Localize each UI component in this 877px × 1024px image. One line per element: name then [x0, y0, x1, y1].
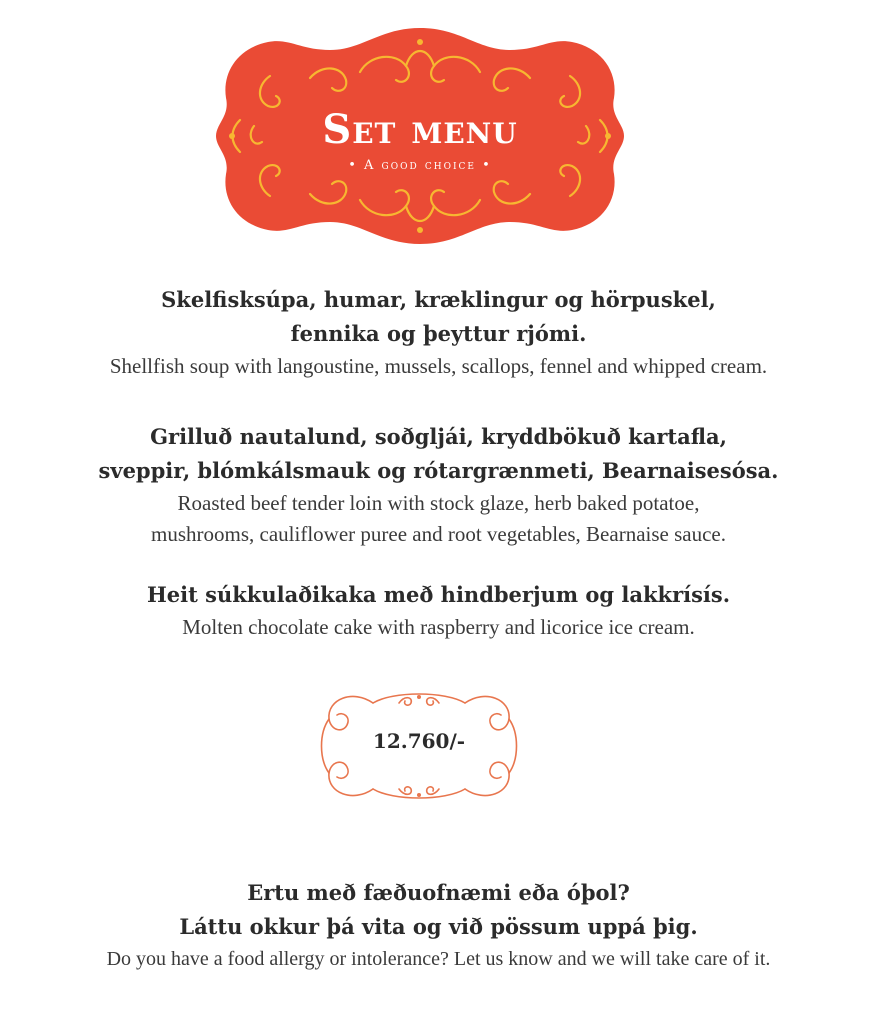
allergy-english-line: Do you have a food allergy or intolerance? Let us know and we will take care of it.: [106, 948, 771, 970]
allergy-note: [0, 876, 877, 975]
badge-subtitle: • A good choice •: [348, 158, 492, 173]
allergy-question-line: Ertu með fæðuofnæmi eða óþol?: [247, 880, 630, 905]
course-starter: [0, 283, 877, 382]
course-title-line: sveppir, blómkálsmauk og rótargrænmeti, Bearnaisesósa.: [98, 458, 779, 483]
course-main: [0, 420, 877, 550]
course-title-line: Grilluð nautalund, soðgljái, kryddbökuð kartafla,: [150, 424, 727, 449]
course-description-line: Shellfish soup with langoustine, mussels, scallops, fennel and whipped cream.: [109, 354, 768, 378]
course-dessert: [0, 578, 877, 643]
badge-title: Set menu: [322, 106, 518, 153]
set-menu-badge: [210, 20, 630, 252]
course-description-line: Roasted beef tender loin with stock glaze, herb baked potatoe,: [177, 491, 700, 515]
price-frame: [313, 685, 525, 807]
course-description-line: mushrooms, cauliflower puree and root vegetables, Bearnaise sauce.: [151, 522, 726, 546]
price: 12.760/-: [372, 729, 466, 753]
course-title-line: fennika og þeyttur rjómi.: [290, 321, 587, 346]
course-title-line: Heit súkkulaðikaka með hindberjum og lakkrísís.: [146, 582, 731, 607]
allergy-question-line: Láttu okkur þá vita og við pössum uppá þig.: [179, 914, 698, 939]
course-title-line: Skelfisksúpa, humar, kræklingur og hörpuskel,: [161, 287, 716, 312]
course-description-line: Molten chocolate cake with raspberry and licorice ice cream.: [182, 615, 695, 639]
